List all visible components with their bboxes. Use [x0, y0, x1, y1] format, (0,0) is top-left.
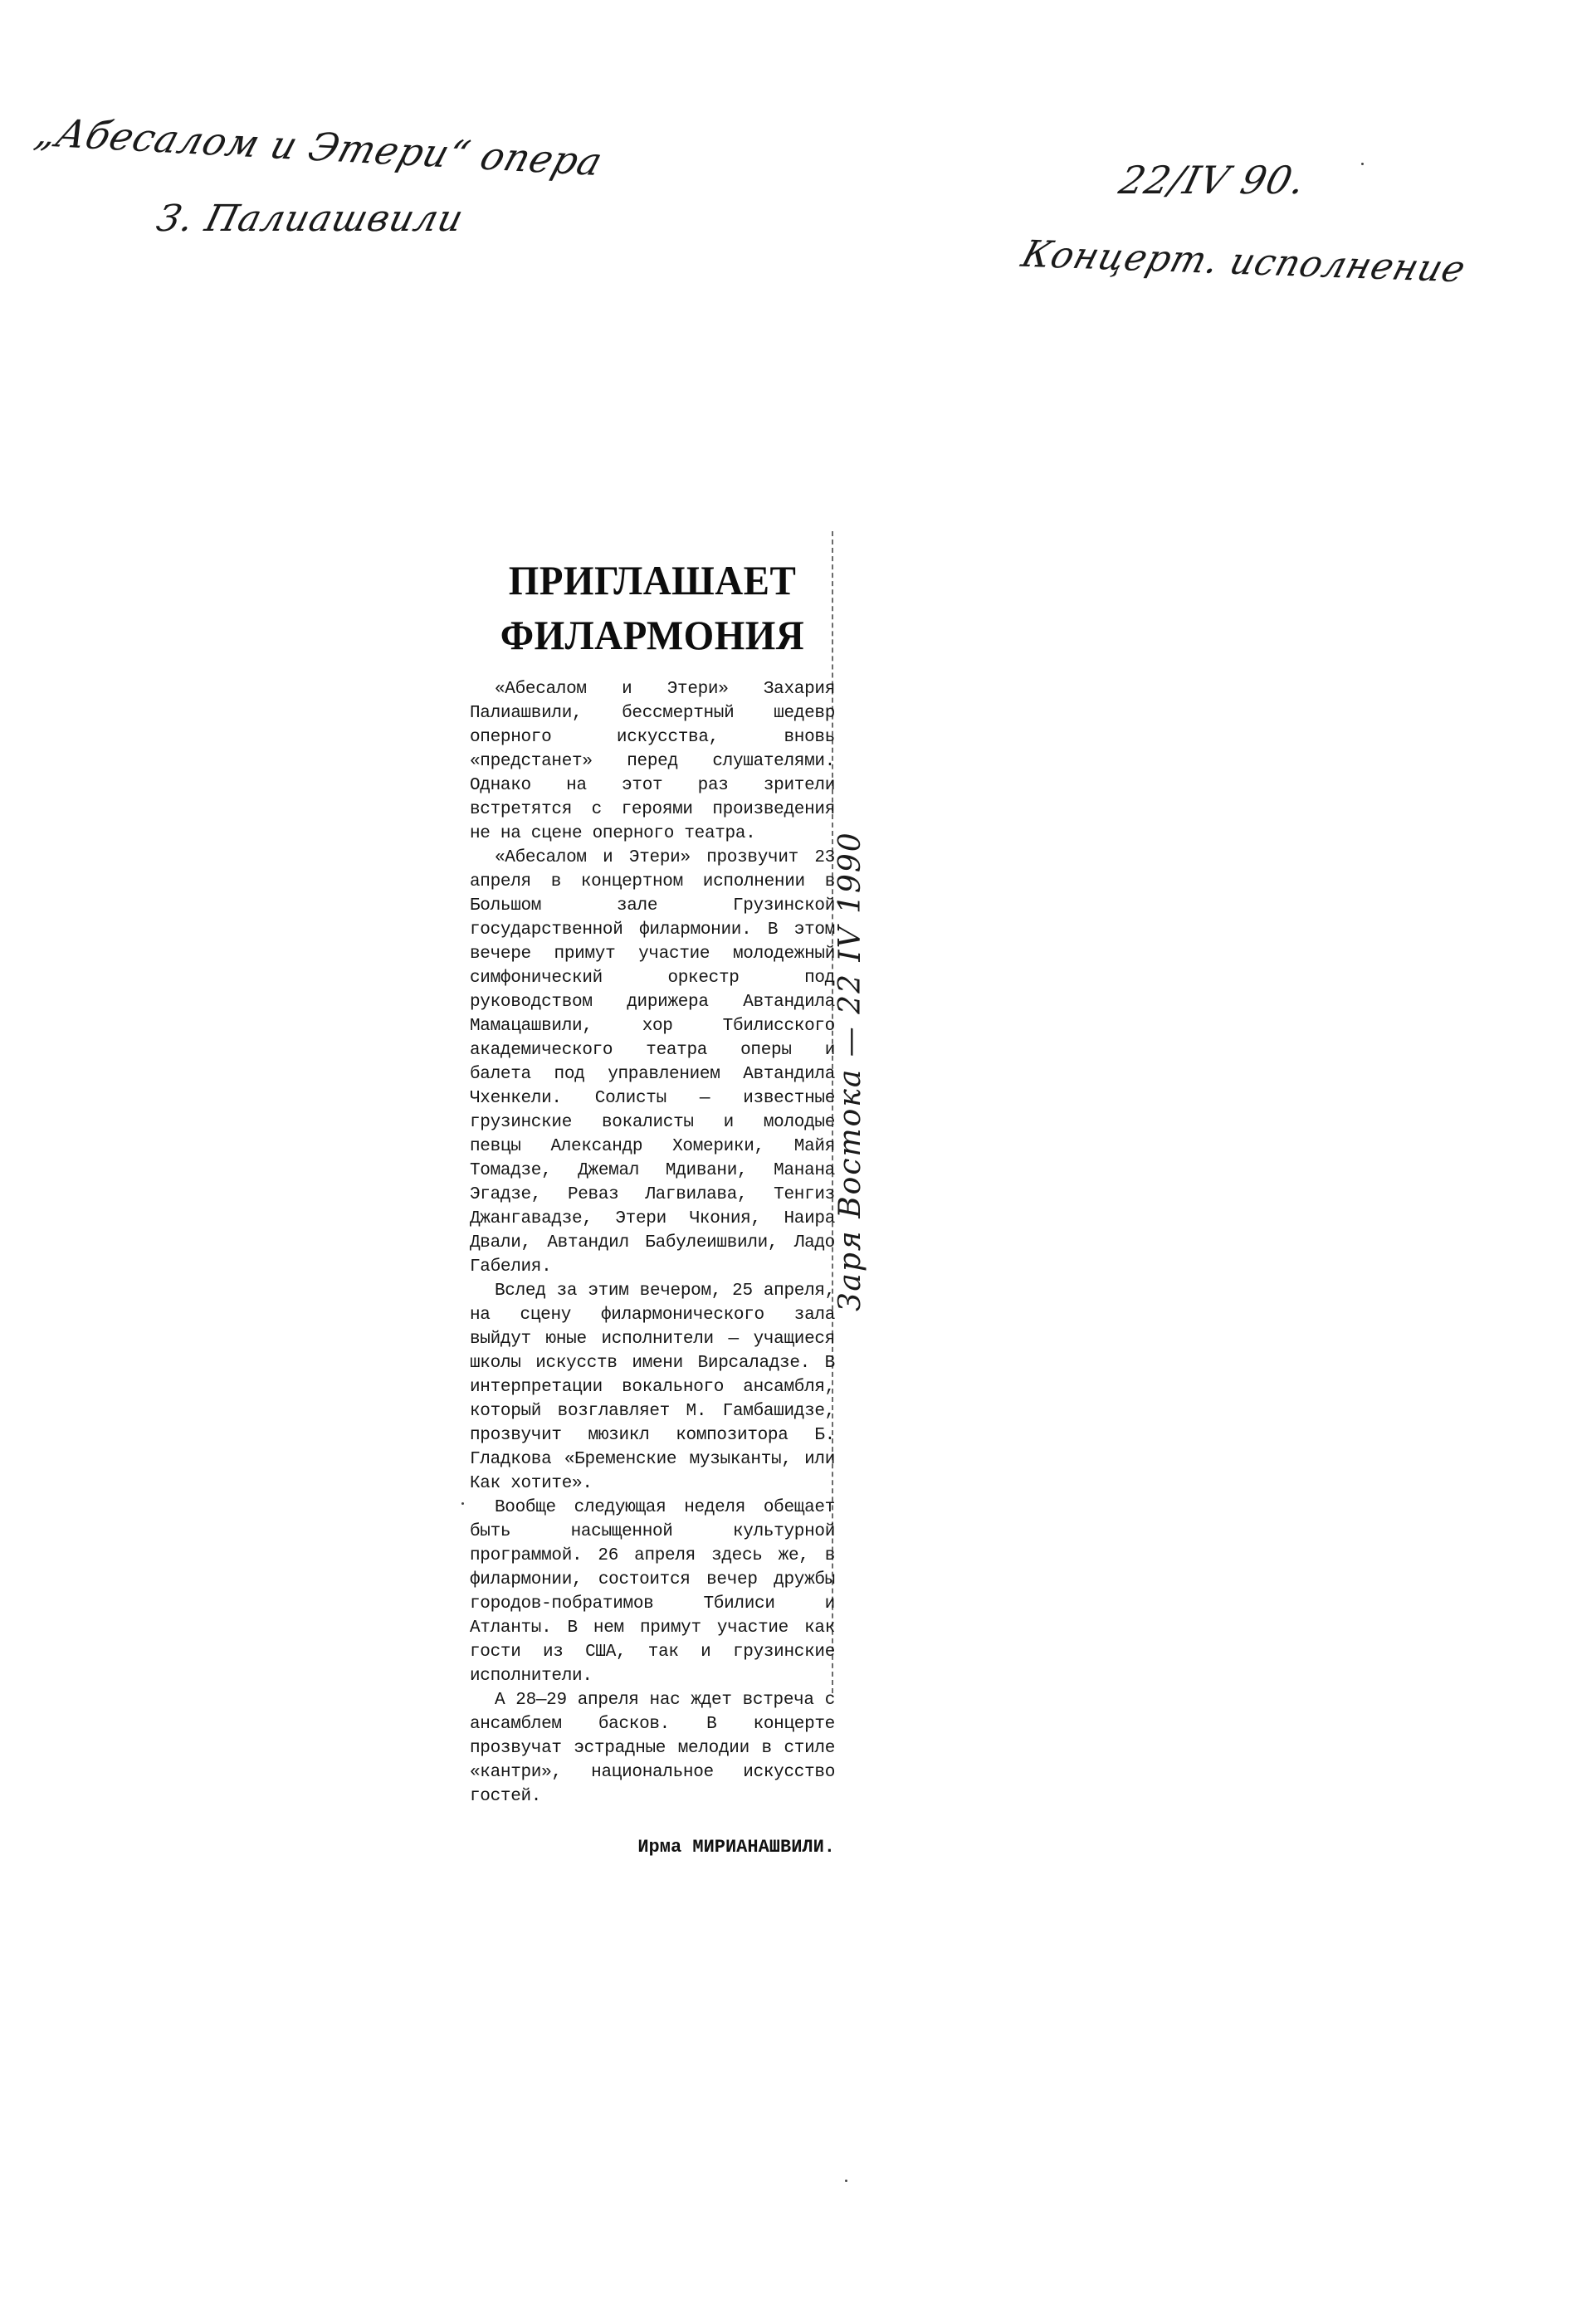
article-paragraph: Вообще следующая неделя обещает быть насыщенной культурной программой. 26 апреля здесь же, в филармонии, состоится вечер дружбы городов-побратимов Тбилиси и Атланты. В нем примут участие как гости из США, так и грузинские исполнители. — [470, 1498, 835, 1686]
handwritten-date: 22/IV 90. — [1115, 158, 1311, 203]
headline-line-2: ФИЛАРМОНИЯ — [500, 612, 805, 658]
article-body — [470, 677, 835, 1809]
handwritten-margin-note: Заря Востока — 22 IV 1990 — [833, 831, 867, 1311]
article-paragraph: А 28—29 апреля нас ждет встреча с ансамблем басков. В концерте прозвучат эстрадные мелодии в стиле «кантри», национальное искусство гостей. — [470, 1691, 835, 1806]
newspaper-clipping — [470, 553, 835, 2130]
handwritten-composer: З. Палиашвили — [152, 198, 468, 240]
scan-speck — [461, 1502, 464, 1505]
scan-speck — [1361, 163, 1364, 165]
scan-speck — [845, 2180, 847, 2182]
handwritten-note: Концерт. исполнение — [1017, 232, 1472, 291]
article-paragraph: «Абесалом и Этери» прозвучит 23 апреля в концертном исполнении в Большом зале Грузинской государственной филармонии. В этом вечере примут участие молодежный симфонический оркестр под руководством дирижера Автандила Мамацашвили, хор Тбилисского академического театра оперы и балета под управлением Автандила Чхенкели. Солисты — известные грузинские вокалисты и молодые певцы Александр Хомерики, Майя Томадзе, Джемал Мдивани, Манана Эгадзе, Реваз Лагвилава, Тенгиз Джангавадзе, Этери Чкония, Наира Двали, Автандил Бабулеишвили, Ладо Габелия. — [470, 848, 835, 1277]
headline-line-1: ПРИГЛАШАЕТ — [508, 557, 797, 603]
byline: Ирма МИРИАНАШВИЛИ. — [637, 1837, 835, 1858]
headline — [481, 553, 824, 662]
handwritten-title: „Абесалом и Этери“ опера — [30, 109, 608, 185]
article-paragraph: «Абесалом и Этери» Захария Палиашвили, бессмертный шедевр оперного искусства, вновь «предстанет» перед слушателями. Однако на этот раз зрители встретятся с героями произведения не на сцене оперного театра. — [470, 680, 835, 843]
article-paragraph: Вслед за этим вечером, 25 апреля, на сцену филармонического зала выйдут юные исполнители — учащиеся школы искусств имени Вирсаладзе. В интерпретации вокального ансамбля, который возглавляет М. Гамбашидзе, прозвучит мюзикл композитора Б. Гладкова «Бременские музыканты, или Как хотите». — [470, 1282, 835, 1493]
